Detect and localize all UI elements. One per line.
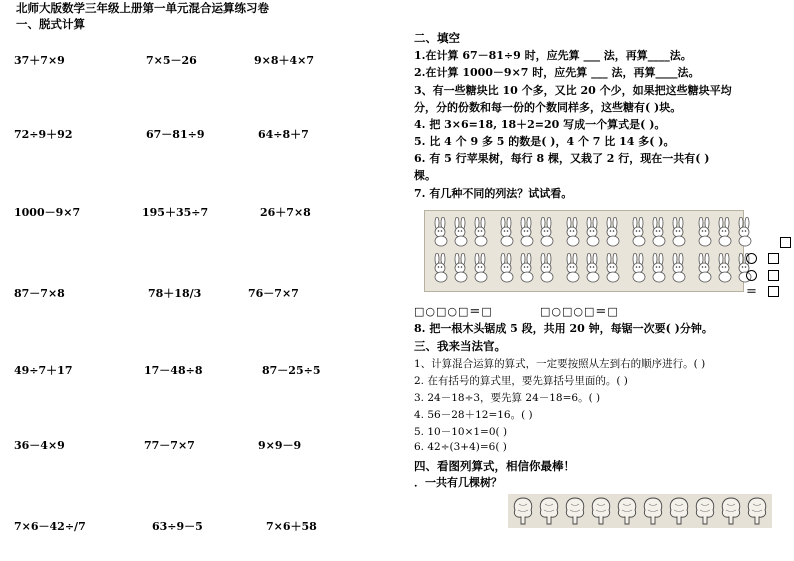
- judge-item: 3. 24－18÷3，要先算 24－18=6。( ): [414, 392, 601, 404]
- calc-expression: 9×8＋4×7: [254, 54, 315, 67]
- trees-picture: [508, 494, 772, 528]
- rabbit-row-top: [431, 217, 761, 251]
- tree-icon: [538, 496, 560, 526]
- equation-blanks-1: □○□○□＝□: [414, 305, 493, 318]
- section-heading-calc: 一、脱式计算: [16, 17, 85, 31]
- tree-icon: [642, 496, 664, 526]
- tree-icon: [616, 496, 638, 526]
- fill-item: 分，分的份数和每一份的个数同样多，这些糖有( )块。: [414, 101, 682, 114]
- fill-item: 6. 有 5 行苹果树，每行 8 棵，又栽了 2 行，现在一共有( ): [414, 152, 710, 165]
- rabbit-group: [563, 253, 623, 287]
- tree-icon: [590, 496, 612, 526]
- fill-item: 棵。: [414, 169, 436, 182]
- calc-expression: 87－25÷5: [262, 364, 321, 377]
- blank-box: [768, 253, 779, 264]
- calc-expression: 78＋18/3: [148, 287, 202, 300]
- calc-expression: 195＋35÷7: [142, 206, 209, 219]
- blank-box: [768, 286, 779, 297]
- calc-expression: 7×6＋58: [266, 520, 317, 533]
- rabbit-icon: [563, 253, 582, 283]
- rabbit-icon: [471, 217, 490, 247]
- rabbit-icon: [603, 253, 622, 283]
- blank-box: [780, 237, 791, 248]
- rabbit-icon: [695, 253, 714, 283]
- blank-box: [768, 270, 779, 281]
- rabbit-group: [497, 217, 557, 251]
- judge-item: 4. 56－28＋12=16。( ): [414, 409, 533, 421]
- calc-expression: 17－48÷8: [144, 364, 203, 377]
- calc-expression: 36－4×9: [14, 439, 65, 452]
- calc-expression: 63÷9－5: [152, 520, 203, 533]
- tree-question: ．一共有几棵树？: [414, 476, 502, 489]
- tree-icon: [694, 496, 716, 526]
- rabbit-icon: [715, 217, 734, 247]
- rabbit-group: [695, 217, 755, 251]
- calc-expression: 9×9－9: [258, 439, 302, 452]
- fill-item-8: 8. 把一根木头锯成 5 段，共用 20 钟，每锯一次要( )分钟。: [414, 322, 713, 335]
- judge-item: 6. 42÷(3+4)=6( ): [414, 441, 507, 453]
- rabbit-icon: [497, 217, 516, 247]
- rabbit-group: [431, 253, 491, 287]
- blank-circle: [746, 253, 757, 264]
- tree-icon: [512, 496, 534, 526]
- rabbit-icon: [669, 253, 688, 283]
- fill-item: 5. 比 4 个 9 多 5 的数是( )，4 个 7 比 14 多( )。: [414, 135, 675, 148]
- section-heading-judge: 三、我来当法官。: [414, 339, 506, 353]
- rabbit-group: [563, 217, 623, 251]
- rabbit-icon: [497, 253, 516, 283]
- rabbit-icon: [695, 217, 714, 247]
- calc-expression: 67－81÷9: [146, 128, 205, 141]
- rabbit-icon: [537, 217, 556, 247]
- rabbit-icon: [649, 253, 668, 283]
- fill-item: 3、有一些糖块比 10 个多，又比 20 个少，如果把这些糖块平均: [414, 84, 732, 97]
- fill-item: 7. 有几种不同的列法？试试看。: [414, 187, 573, 200]
- rabbit-icon: [431, 217, 450, 247]
- rabbit-icon: [431, 253, 450, 283]
- rabbit-icon: [735, 217, 754, 247]
- fill-item: 1.在计算 67－81÷9 时，应先算 ___ 法，再算____法。: [414, 49, 692, 62]
- calc-expression: 77－7×7: [144, 439, 195, 452]
- rabbit-icon: [649, 217, 668, 247]
- rabbit-icon: [451, 217, 470, 247]
- judge-item: 2. 在有括号的算式里，要先算括号里面的。( ): [414, 375, 628, 387]
- fill-item: 4. 把 3×6=18, 18＋2=20 写成一个算式是( )。: [414, 118, 666, 131]
- rabbit-icon: [669, 217, 688, 247]
- rabbit-icon: [583, 253, 602, 283]
- rabbit-icon: [603, 217, 622, 247]
- section-heading-fill: 二、填空: [414, 31, 460, 45]
- calc-expression: 87－7×8: [14, 287, 65, 300]
- fill-item: 2.在计算 1000－9×7 时，应先算 ___ 法，再算____法。: [414, 66, 700, 79]
- page-title: 北师大版数学三年级上册第一单元混合运算练习卷: [16, 1, 269, 15]
- rabbit-icon: [471, 253, 490, 283]
- judge-item: 5. 10－10×1=0( ): [414, 426, 508, 438]
- rabbits-picture: [424, 210, 744, 292]
- calc-expression: 26＋7×8: [260, 206, 311, 219]
- calc-expression: 72÷9＋92: [14, 128, 73, 141]
- rabbit-icon: [537, 253, 556, 283]
- calc-expression: 37＋7×9: [14, 54, 65, 67]
- calc-expression: 49÷7＋17: [14, 364, 73, 377]
- calc-expression: 76－7×7: [248, 287, 299, 300]
- calc-expression: 7×5－26: [146, 54, 197, 67]
- rabbit-group: [497, 253, 557, 287]
- rabbit-icon: [517, 217, 536, 247]
- rabbit-group: [629, 253, 689, 287]
- rabbit-icon: [583, 217, 602, 247]
- calc-expression: 1000－9×7: [14, 206, 81, 219]
- rabbit-icon: [451, 253, 470, 283]
- judge-item: 1、计算混合运算的算式，一定要按照从左到右的顺序进行。( ): [414, 358, 706, 370]
- calc-expression: 7×6－42÷/7: [14, 520, 86, 533]
- rabbit-icon: [517, 253, 536, 283]
- calc-expression: 64÷8＋7: [258, 128, 309, 141]
- rabbit-icon: [563, 217, 582, 247]
- rabbit-group: [629, 217, 689, 251]
- rabbit-row-bottom: [431, 253, 761, 287]
- tree-icon: [720, 496, 742, 526]
- equation-blanks-2: □○□○□＝□: [540, 305, 619, 318]
- rabbit-icon: [715, 253, 734, 283]
- rabbit-icon: [629, 217, 648, 247]
- tree-icon: [668, 496, 690, 526]
- equals-sign: ＝: [746, 285, 757, 298]
- section-heading-picture: 四、看图列算式，相信你最棒！: [414, 459, 575, 473]
- rabbit-group: [431, 217, 491, 251]
- rabbit-icon: [629, 253, 648, 283]
- blank-circle: [746, 270, 757, 281]
- tree-icon: [746, 496, 768, 526]
- tree-icon: [564, 496, 586, 526]
